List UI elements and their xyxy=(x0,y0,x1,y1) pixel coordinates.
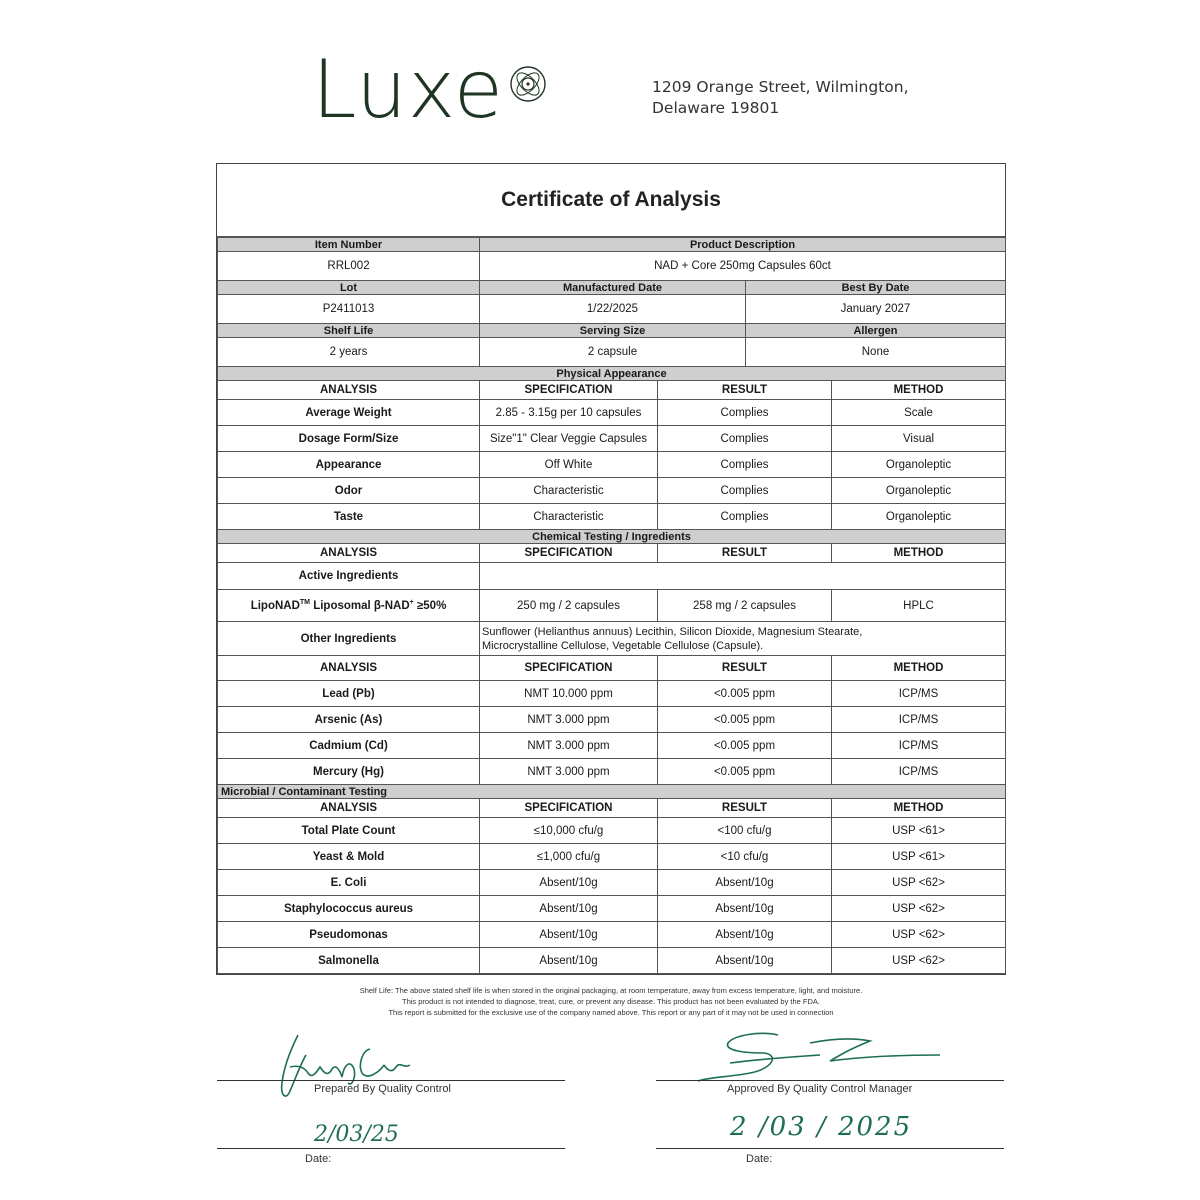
spec-cell: NMT 3.000 ppm xyxy=(480,759,658,785)
col-analysis: ANALYSIS xyxy=(218,656,480,681)
table-row xyxy=(218,478,1006,504)
spec-cell: Characteristic xyxy=(480,478,658,504)
item-number-label: Item Number xyxy=(218,238,480,252)
analysis-cell: Taste xyxy=(218,504,480,530)
method-cell: Scale xyxy=(832,400,1006,426)
result-cell: <10 cfu/g xyxy=(658,844,832,870)
certificate-title: Certificate of Analysis xyxy=(217,164,1005,237)
liponad-mid: Liposomal β-NAD xyxy=(310,599,410,612)
table-row xyxy=(218,681,1006,707)
table-row xyxy=(218,400,1006,426)
table-row xyxy=(218,844,1006,870)
footnotes xyxy=(216,985,1006,1018)
method-cell: USP <62> xyxy=(832,922,1006,948)
address-line-1: 1209 Orange Street, Wilmington, xyxy=(652,78,909,96)
allergen-value: None xyxy=(746,338,1006,367)
plus-mark: + xyxy=(409,599,414,607)
other-ingredients-line-1: Sunflower (Helianthus annuus) Lecithin, Silicon Dioxide, Magnesium Stearate, xyxy=(482,625,863,638)
spec-cell: Size"1" Clear Veggie Capsules xyxy=(480,426,658,452)
col-method: METHOD xyxy=(832,656,1006,681)
spec-cell: Absent/10g xyxy=(480,922,658,948)
table-row xyxy=(218,426,1006,452)
shelf-life-value: 2 years xyxy=(218,338,480,367)
result-cell: Absent/10g xyxy=(658,870,832,896)
analysis-cell: Salmonella xyxy=(218,948,480,974)
certificate-table xyxy=(217,237,1006,974)
table-row xyxy=(218,759,1006,785)
col-method: METHOD xyxy=(832,544,1006,563)
serving-size-value: 2 capsule xyxy=(480,338,746,367)
analysis-cell: Arsenic (As) xyxy=(218,707,480,733)
active-ingredients-label: Active Ingredients xyxy=(218,563,480,590)
liponad-suffix: ≥50% xyxy=(413,599,447,612)
section-physical-title: Physical Appearance xyxy=(218,367,1006,381)
analysis-cell: Pseudomonas xyxy=(218,922,480,948)
method-cell: ICP/MS xyxy=(832,707,1006,733)
col-result: RESULT xyxy=(658,656,832,681)
product-description-label: Product Description xyxy=(480,238,1006,252)
trademark-mark: TM xyxy=(299,599,310,607)
analysis-cell: Total Plate Count xyxy=(218,818,480,844)
col-method: METHOD xyxy=(832,381,1006,400)
spec-cell: NMT 10.000 ppm xyxy=(480,681,658,707)
method-cell: USP <61> xyxy=(832,844,1006,870)
spec-cell: Absent/10g xyxy=(480,948,658,974)
certificate xyxy=(216,163,1006,975)
section-chemical-title: Chemical Testing / Ingredients xyxy=(218,530,1006,544)
col-result: RESULT xyxy=(658,381,832,400)
best-by-label: Best By Date xyxy=(746,281,1006,295)
approved-date-label: Date: xyxy=(746,1153,773,1165)
spec-cell: Characteristic xyxy=(480,504,658,530)
col-analysis: ANALYSIS xyxy=(218,544,480,563)
col-specification: SPECIFICATION xyxy=(480,381,658,400)
liponad-name: LipoNAD xyxy=(250,599,300,612)
approved-label: Approved By Quality Control Manager xyxy=(727,1083,913,1095)
result-cell: Absent/10g xyxy=(658,948,832,974)
col-specification: SPECIFICATION xyxy=(480,799,658,818)
table-row xyxy=(218,948,1006,974)
result-cell: Complies xyxy=(658,426,832,452)
best-by-value: January 2027 xyxy=(746,295,1006,324)
footnote-report-use: This report is submitted for the exclusive use of the company named above. This report or any part of it may not be used in connection xyxy=(388,1008,834,1017)
result-cell: Complies xyxy=(658,452,832,478)
method-cell: Organoleptic xyxy=(832,452,1006,478)
prepared-signature-line xyxy=(217,1080,565,1081)
footnote-disclaimer: This product is not intended to diagnose, treat, cure, or prevent any disease. This product has not been evaluated by the FDA. xyxy=(401,997,821,1006)
manufactured-value: 1/22/2025 xyxy=(480,295,746,324)
other-ingredients-line-2: Microcrystalline Cellulose, Vegetable Cellulose (Capsule). xyxy=(482,639,764,652)
method-cell: USP <62> xyxy=(832,896,1006,922)
result-cell: Complies xyxy=(658,504,832,530)
method-cell: ICP/MS xyxy=(832,733,1006,759)
spec-cell: ≤1,000 cfu/g xyxy=(480,844,658,870)
result-cell: Complies xyxy=(658,400,832,426)
table-row xyxy=(218,870,1006,896)
table-row xyxy=(218,707,1006,733)
spec-cell: 250 mg / 2 capsules xyxy=(480,590,658,622)
lot-value: P2411013 xyxy=(218,295,480,324)
analysis-cell: Lead (Pb) xyxy=(218,681,480,707)
spec-cell: 2.85 - 3.15g per 10 capsules xyxy=(480,400,658,426)
method-cell: Visual xyxy=(832,426,1006,452)
table-row xyxy=(218,818,1006,844)
approved-date-line xyxy=(656,1148,1004,1149)
allergen-label: Allergen xyxy=(746,324,1006,338)
result-cell: Complies xyxy=(658,478,832,504)
other-ingredients-value xyxy=(480,622,1006,656)
result-cell: <0.005 ppm xyxy=(658,707,832,733)
result-cell: 258 mg / 2 capsules xyxy=(658,590,832,622)
table-row xyxy=(218,922,1006,948)
other-ingredients-label: Other Ingredients xyxy=(218,622,480,656)
col-analysis: ANALYSIS xyxy=(218,799,480,818)
table-row xyxy=(218,733,1006,759)
result-cell: Absent/10g xyxy=(658,896,832,922)
lot-label: Lot xyxy=(218,281,480,295)
address-line-2: Delaware 19801 xyxy=(652,99,780,117)
analysis-cell: Odor xyxy=(218,478,480,504)
prepared-label: Prepared By Quality Control xyxy=(314,1083,451,1095)
col-specification: SPECIFICATION xyxy=(480,544,658,563)
col-result: RESULT xyxy=(658,544,832,563)
table-row xyxy=(218,896,1006,922)
col-result: RESULT xyxy=(658,799,832,818)
spec-cell: NMT 3.000 ppm xyxy=(480,733,658,759)
manufactured-label: Manufactured Date xyxy=(480,281,746,295)
method-cell: USP <62> xyxy=(832,948,1006,974)
item-number-value: RRL002 xyxy=(218,252,480,281)
section-microbial-title: Microbial / Contaminant Testing xyxy=(218,785,1006,799)
shelf-life-label: Shelf Life xyxy=(218,324,480,338)
spec-cell: Off White xyxy=(480,452,658,478)
analysis-cell: Staphylococcus aureus xyxy=(218,896,480,922)
method-cell: ICP/MS xyxy=(832,759,1006,785)
method-cell: USP <62> xyxy=(832,870,1006,896)
col-specification: SPECIFICATION xyxy=(480,656,658,681)
liponad-analysis xyxy=(218,590,480,622)
prepared-date-handwritten: 2/03/25 xyxy=(314,1122,399,1147)
method-cell: Organoleptic xyxy=(832,478,1006,504)
method-cell: Organoleptic xyxy=(832,504,1006,530)
result-cell: <100 cfu/g xyxy=(658,818,832,844)
serving-size-label: Serving Size xyxy=(480,324,746,338)
spec-cell: Absent/10g xyxy=(480,870,658,896)
prepared-date-label: Date: xyxy=(305,1153,332,1165)
approved-signature xyxy=(690,1025,950,1085)
analysis-cell: Appearance xyxy=(218,452,480,478)
approved-date-handwritten: 2 /03 / 2025 xyxy=(730,1112,913,1142)
spec-cell: NMT 3.000 ppm xyxy=(480,707,658,733)
result-cell: <0.005 ppm xyxy=(658,759,832,785)
logo-emblem-icon xyxy=(508,64,548,104)
result-cell: Absent/10g xyxy=(658,922,832,948)
active-ingredients-empty xyxy=(480,563,1006,590)
analysis-cell: Mercury (Hg) xyxy=(218,759,480,785)
prepared-date-line xyxy=(217,1148,565,1149)
spec-cell: ≤10,000 cfu/g xyxy=(480,818,658,844)
result-cell: <0.005 ppm xyxy=(658,733,832,759)
approved-signature-line xyxy=(656,1080,1004,1081)
method-cell: USP <61> xyxy=(832,818,1006,844)
method-cell: HPLC xyxy=(832,590,1006,622)
analysis-cell: Cadmium (Cd) xyxy=(218,733,480,759)
analysis-cell: E. Coli xyxy=(218,870,480,896)
analysis-cell: Average Weight xyxy=(218,400,480,426)
footnote-shelf-life: Shelf Life: The above stated shelf life is when stored in the original packaging, at room temperature, away from excess temperature, light, and moisture. xyxy=(359,986,863,995)
analysis-cell: Dosage Form/Size xyxy=(218,426,480,452)
col-analysis: ANALYSIS xyxy=(218,381,480,400)
company-address xyxy=(652,77,909,119)
analysis-cell: Yeast & Mold xyxy=(218,844,480,870)
product-description-value: NAD + Core 250mg Capsules 60ct xyxy=(480,252,1006,281)
col-method: METHOD xyxy=(832,799,1006,818)
table-row xyxy=(218,504,1006,530)
spec-cell: Absent/10g xyxy=(480,896,658,922)
table-row xyxy=(218,590,1006,622)
result-cell: <0.005 ppm xyxy=(658,681,832,707)
table-row xyxy=(218,452,1006,478)
method-cell: ICP/MS xyxy=(832,681,1006,707)
brand-logo: Luxe xyxy=(312,43,504,136)
